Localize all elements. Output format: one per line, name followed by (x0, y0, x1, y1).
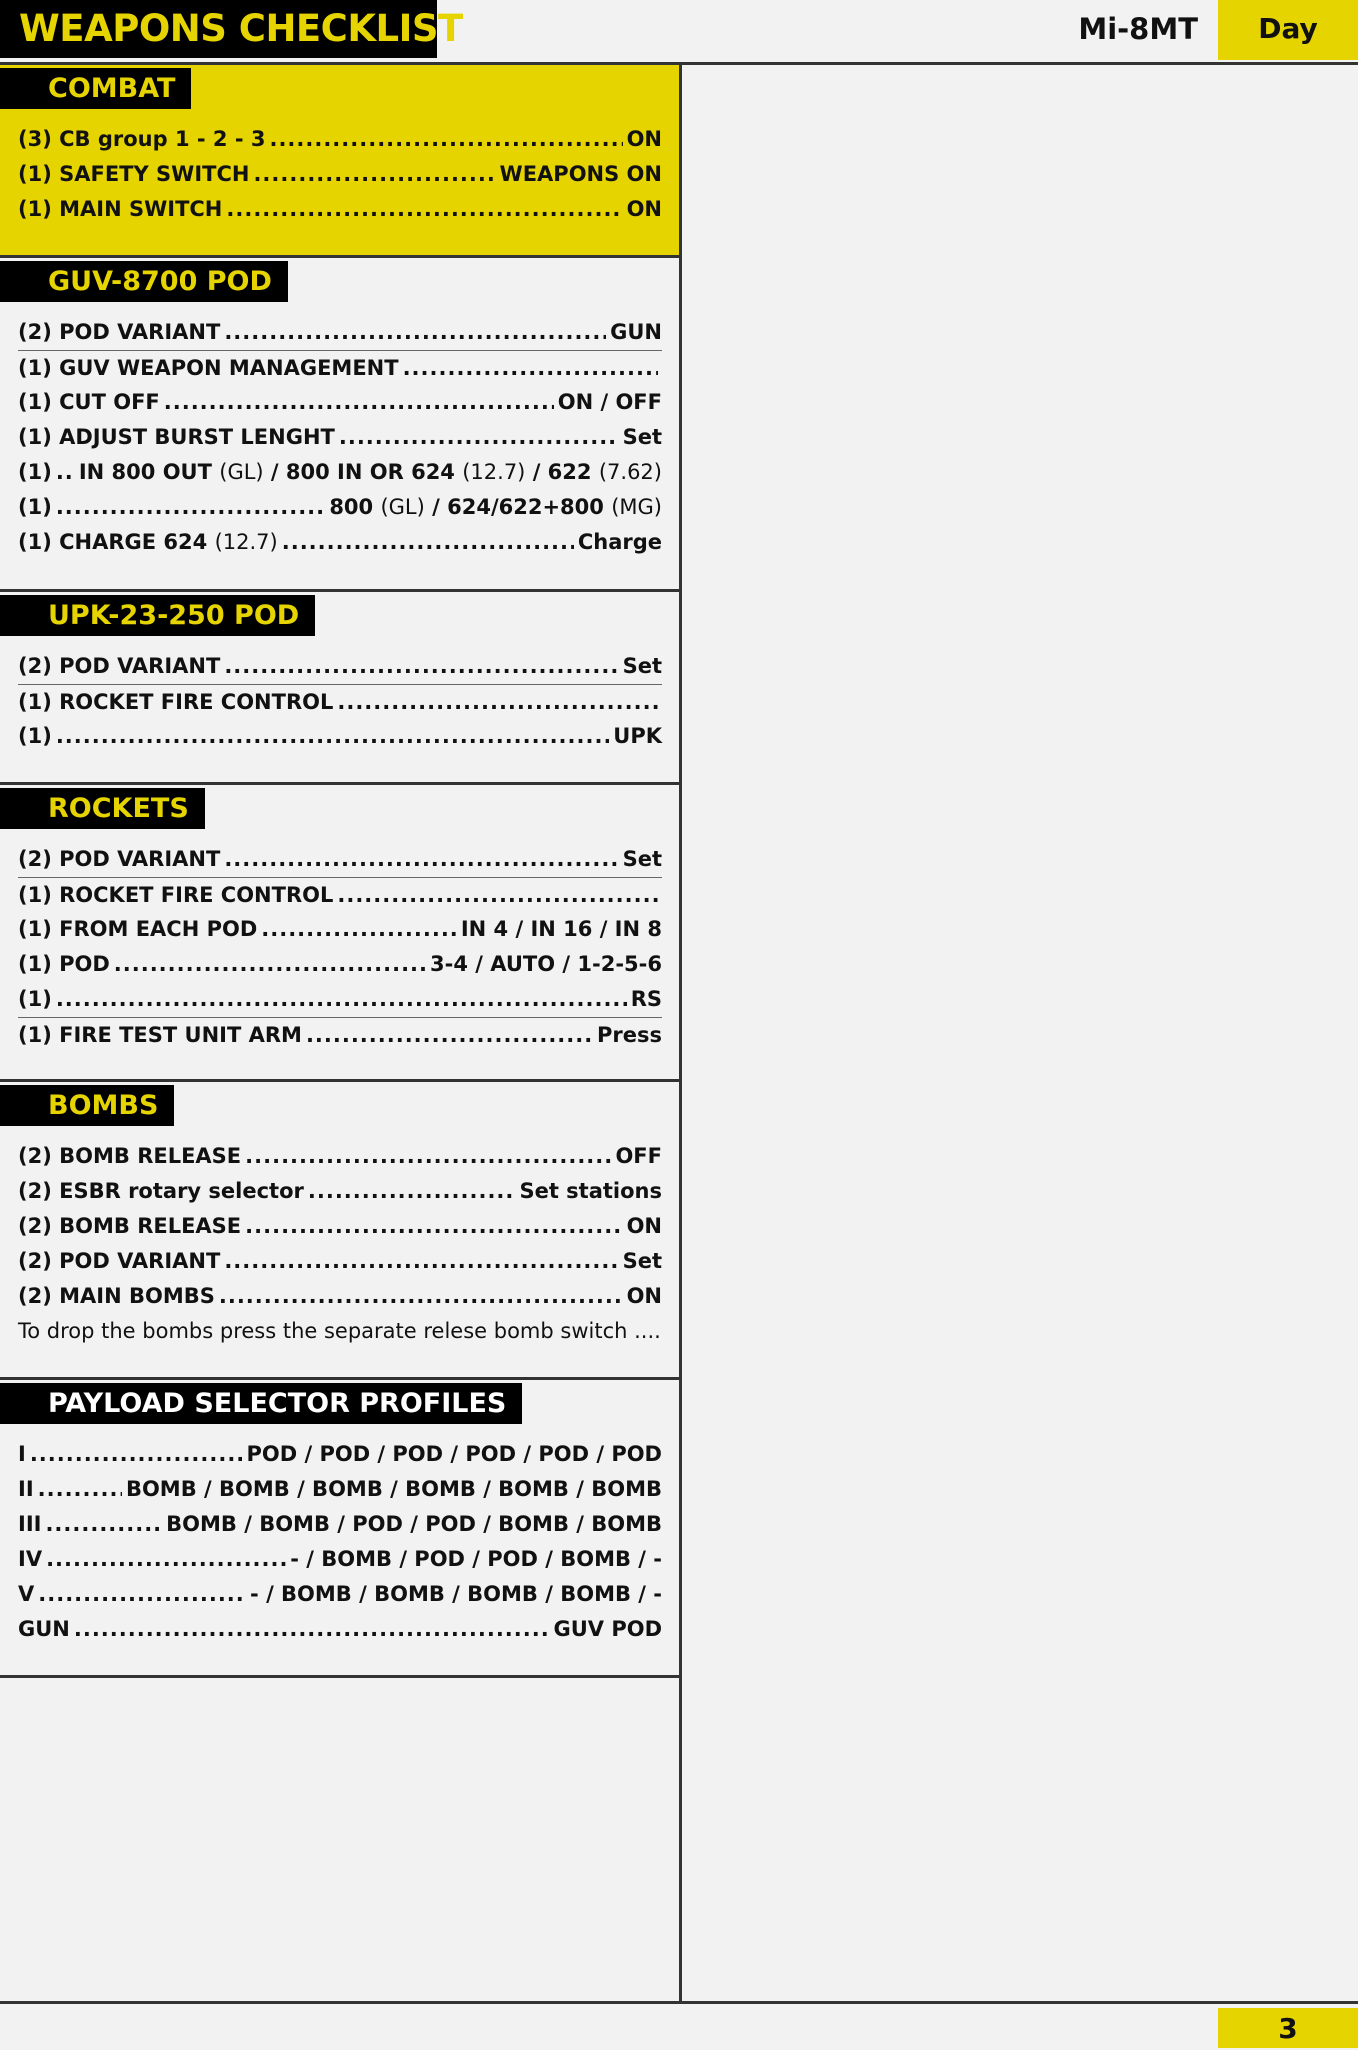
checklist-line: (3) CB group 1 - 2 - 3 ..... ON (18, 122, 662, 157)
section-payload-profiles (0, 1380, 679, 1678)
section-guv-pod (0, 258, 679, 592)
checklist-line: (1) CUT OFF ..... ON / OFF (18, 385, 662, 420)
section-title-bombs: BOMBS (0, 1085, 174, 1126)
checklist-line: (1) GUV WEAPON MANAGEMENT ..... (18, 350, 662, 385)
checklist-line: (2) POD VARIANT ..... GUN (18, 315, 662, 350)
section-title-payload-profiles: PAYLOAD SELECTOR PROFILES (0, 1383, 522, 1424)
bombs-note: To drop the bombs press the separate relese bomb switch .... (18, 1319, 661, 1343)
aircraft-label: Mi-8MT (1078, 12, 1198, 46)
profile-line: GUN ..... GUV POD (18, 1612, 662, 1647)
checklist-line: (2) BOMB RELEASE ..... ON (18, 1209, 662, 1244)
section-bombs (0, 1082, 679, 1380)
page-title: WEAPONS CHECKLIST (0, 0, 437, 58)
section-title-guv-pod: GUV-8700 POD (0, 261, 288, 302)
profile-line: I ..... POD / POD / POD / POD / POD / POD (18, 1437, 662, 1472)
section-title-combat: COMBAT (0, 68, 191, 109)
page-number: 3 (1218, 2008, 1358, 2048)
checklist-line: (2) ESBR rotary selector ..... Set stations (18, 1174, 662, 1209)
checklist-line: (2) POD VARIANT ..... Set (18, 649, 662, 684)
checklist-line: (1) FIRE TEST UNIT ARM ..... Press (18, 1017, 662, 1052)
section-title-upk-pod: UPK-23-250 POD (0, 595, 315, 636)
checklist-line: (1) ..... UPK (18, 719, 662, 754)
checklist-line: (2) MAIN BOMBS ..... ON (18, 1279, 662, 1314)
section-upk-pod (0, 592, 679, 785)
checklist-line: (1) ADJUST BURST LENGHT ..... Set (18, 420, 662, 455)
checklist-line: (1) SAFETY SWITCH ..... WEAPONS ON (18, 157, 662, 192)
checklist-line: (2) POD VARIANT ..... Set (18, 842, 662, 877)
column-divider (679, 65, 682, 2002)
mode-badge: Day (1218, 0, 1358, 60)
section-rockets (0, 785, 679, 1082)
checklist-line: (1) FROM EACH POD ..... IN 4 / IN 16 / IN 8 (18, 912, 662, 947)
checklist-column (0, 65, 679, 1678)
checklist-line: (1) ..... RS (18, 982, 662, 1017)
checklist-line: (2) POD VARIANT ..... Set (18, 1244, 662, 1279)
section-title-rockets: ROCKETS (0, 788, 205, 829)
profile-line: V ..... - / BOMB / BOMB / BOMB / BOMB / - (18, 1577, 662, 1612)
checklist-line: (1) CHARGE 624 (12.7) ..... Charge (18, 525, 662, 560)
checklist-line: (2) BOMB RELEASE ..... OFF (18, 1139, 662, 1174)
bottom-rule (0, 2001, 1358, 2004)
checklist-line: (1) ..... IN 800 OUT (GL) / 800 IN OR 624 (12.7) / 622 (7.62) (18, 455, 662, 490)
checklist-line: (1) ROCKET FIRE CONTROL ..... (18, 877, 662, 912)
section-combat (0, 65, 679, 258)
profile-line: IV ..... - / BOMB / POD / POD / BOMB / - (18, 1542, 662, 1577)
checklist-line: (1) ROCKET FIRE CONTROL ..... (18, 684, 662, 719)
checklist-line: (1) ..... 800 (GL) / 624/622+800 (MG) (18, 490, 662, 525)
checklist-line: (1) POD ..... 3-4 / AUTO / 1-2-5-6 (18, 947, 662, 982)
checklist-line: (1) MAIN SWITCH ..... ON (18, 192, 662, 227)
profile-line: II ..... BOMB / BOMB / BOMB / BOMB / BOMB / BOMB (18, 1472, 662, 1507)
profile-line: III ..... BOMB / BOMB / POD / POD / BOMB / BOMB (18, 1507, 662, 1542)
